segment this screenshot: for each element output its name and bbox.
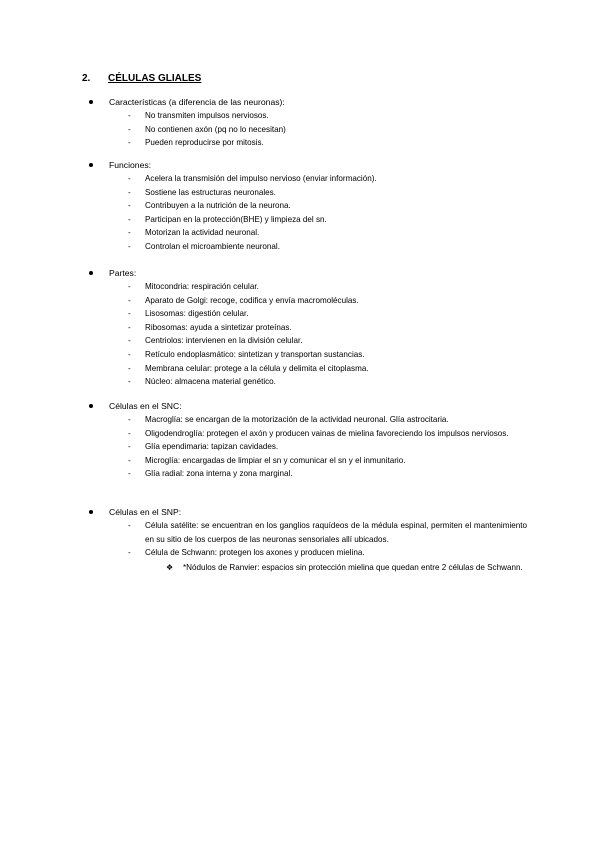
bullet-dot-icon	[89, 404, 93, 408]
list-item-text: Célula de Schwann: protegen los axones y producen mielina.	[145, 548, 365, 558]
list-item-text: Retículo endoplasmático: sintetizan y transportan sustancias.	[145, 349, 365, 359]
sub-list	[0, 519, 600, 574]
dash-marker-icon: -	[128, 111, 131, 120]
bullet-label: Características (a diferencia de las neuronas):	[109, 97, 285, 107]
dash-marker-icon: -	[128, 201, 131, 211]
list-item	[0, 123, 600, 137]
dash-marker-icon: -	[128, 442, 131, 452]
dash-marker-icon: -	[128, 138, 131, 148]
list-item	[0, 413, 600, 427]
list-item	[0, 362, 600, 376]
bullet-section	[0, 158, 600, 254]
bullet-label: Células en el SNC:	[109, 401, 182, 411]
list-item-text: Oligodendroglía: protegen el axón y producen vainas de mielina favoreciendo los impulsos nerviosos.	[145, 428, 509, 438]
list-item	[0, 307, 600, 321]
list-item-text: Controlan el microambiente neuronal.	[145, 241, 280, 251]
dash-marker-icon: -	[128, 174, 131, 183]
list-item-text: Macroglía: se encargan de la motorización de la actividad neuronal. Glía astrocitaria.	[145, 415, 449, 424]
list-item	[0, 321, 600, 335]
bullet-section	[0, 266, 600, 389]
list-item-text: Participan en la protección(BHE) y limpieza del sn.	[145, 214, 327, 224]
list-item	[0, 280, 600, 294]
list-item-text: Sostiene las estructuras neuronales.	[145, 187, 276, 197]
list-item	[0, 348, 600, 362]
list-item-text: Glía radial: zona interna y zona marginal.	[145, 469, 293, 479]
list-item-text: Membrana celular: protege a la célula y delimita el citoplasma.	[145, 363, 369, 373]
list-item-text: Contribuyen a la nutrición de la neurona.	[145, 201, 291, 211]
list-item-text: Microglía: encargadas de limpiar el sn y comunicar el sn y el inmunitario.	[145, 455, 406, 465]
bullet-section	[0, 399, 600, 481]
list-item-text: Glía ependimaria: tapizan cavidades.	[145, 442, 279, 452]
dash-marker-icon: -	[128, 124, 131, 134]
dash-marker-icon: -	[128, 455, 131, 465]
list-item-text: Acelera la transmisión del impulso nervioso (enviar información).	[145, 174, 377, 183]
list-item-text: No contienen axón (pq no lo necesitan)	[145, 124, 286, 134]
bullet-label: Células en el SNP:	[109, 507, 182, 517]
nested-item-text: *Nódulos de Ranvier: espacios sin protección mielina que quedan entre 2 células de Schwann.	[183, 562, 523, 572]
dash-marker-icon: -	[128, 295, 131, 305]
list-item	[0, 240, 600, 254]
list-item-text: No transmiten impulsos nerviosos.	[145, 111, 269, 120]
dash-marker-icon: -	[128, 214, 131, 224]
list-item	[0, 226, 600, 240]
bullet-header	[0, 95, 600, 109]
dash-marker-icon: -	[128, 521, 131, 530]
dash-marker-icon: -	[128, 349, 131, 359]
bullet-label: Funciones:	[109, 160, 152, 170]
diamond-bullet-icon: ❖	[166, 562, 174, 572]
list-item	[0, 109, 600, 123]
dash-marker-icon: -	[128, 428, 131, 438]
list-item	[0, 546, 600, 574]
list-item	[0, 334, 600, 348]
bullet-dot-icon	[89, 271, 93, 275]
bullet-dot-icon	[89, 163, 93, 167]
dash-marker-icon: -	[128, 322, 131, 332]
list-item	[0, 427, 600, 441]
bullet-header	[0, 399, 600, 413]
list-item	[0, 519, 600, 546]
bullet-label: Partes:	[109, 268, 137, 278]
list-item-text: Lisosomas: digestión celular.	[145, 309, 249, 319]
dash-marker-icon: -	[128, 363, 131, 373]
bullet-section	[0, 505, 600, 574]
bullet-header	[0, 266, 600, 280]
list-item-text: Célula satélite: se encuentran en los ganglios raquídeos de la médula espinal, permiten el mantenimiento en su sitio de los cuerpos de las neuronas sensoriales allí ubicados.	[145, 521, 527, 544]
list-item	[0, 213, 600, 227]
list-item	[0, 199, 600, 213]
dash-marker-icon: -	[128, 282, 131, 291]
list-item	[0, 136, 600, 150]
heading-number: 2.	[82, 73, 91, 84]
list-item	[0, 454, 600, 468]
sub-list	[0, 280, 600, 389]
list-item	[0, 440, 600, 454]
dash-marker-icon: -	[128, 548, 131, 558]
bullet-dot-icon	[89, 100, 93, 104]
list-item	[0, 186, 600, 200]
list-item	[0, 172, 600, 186]
list-item-text: Ribosomas: ayuda a sintetizar proteínas.	[145, 322, 292, 332]
dash-marker-icon: -	[128, 228, 131, 238]
bullet-header	[0, 505, 600, 519]
bullet-dot-icon	[89, 510, 93, 514]
heading-title: CÉLULAS GLIALES	[108, 73, 202, 84]
dash-marker-icon: -	[128, 241, 131, 251]
list-item	[0, 294, 600, 308]
dash-marker-icon: -	[128, 336, 131, 346]
list-item-text: Motorizan la actividad neuronal.	[145, 228, 260, 238]
list-item-text: Núcleo: almacena material genético.	[145, 377, 276, 387]
list-item-text: Pueden reproducirse por mitosis.	[145, 138, 264, 148]
bullet-header	[0, 158, 600, 172]
list-item-text: Aparato de Golgi: recoge, codifica y envía macromoléculas.	[145, 295, 359, 305]
list-item	[0, 467, 600, 481]
list-item	[0, 375, 600, 389]
dash-marker-icon: -	[128, 187, 131, 197]
dash-marker-icon: -	[128, 309, 131, 319]
sub-list	[0, 109, 600, 150]
nested-item	[0, 561, 600, 575]
bullet-section	[0, 95, 600, 150]
sub-list	[0, 172, 600, 254]
list-item-text: Mitocondria: respiración celular.	[145, 282, 259, 291]
list-item-text: Centriolos: intervienen en la división celular.	[145, 336, 303, 346]
sub-list	[0, 413, 600, 481]
dash-marker-icon: -	[128, 469, 131, 479]
section-heading	[82, 73, 201, 84]
dash-marker-icon: -	[128, 415, 131, 424]
dash-marker-icon: -	[128, 377, 131, 387]
